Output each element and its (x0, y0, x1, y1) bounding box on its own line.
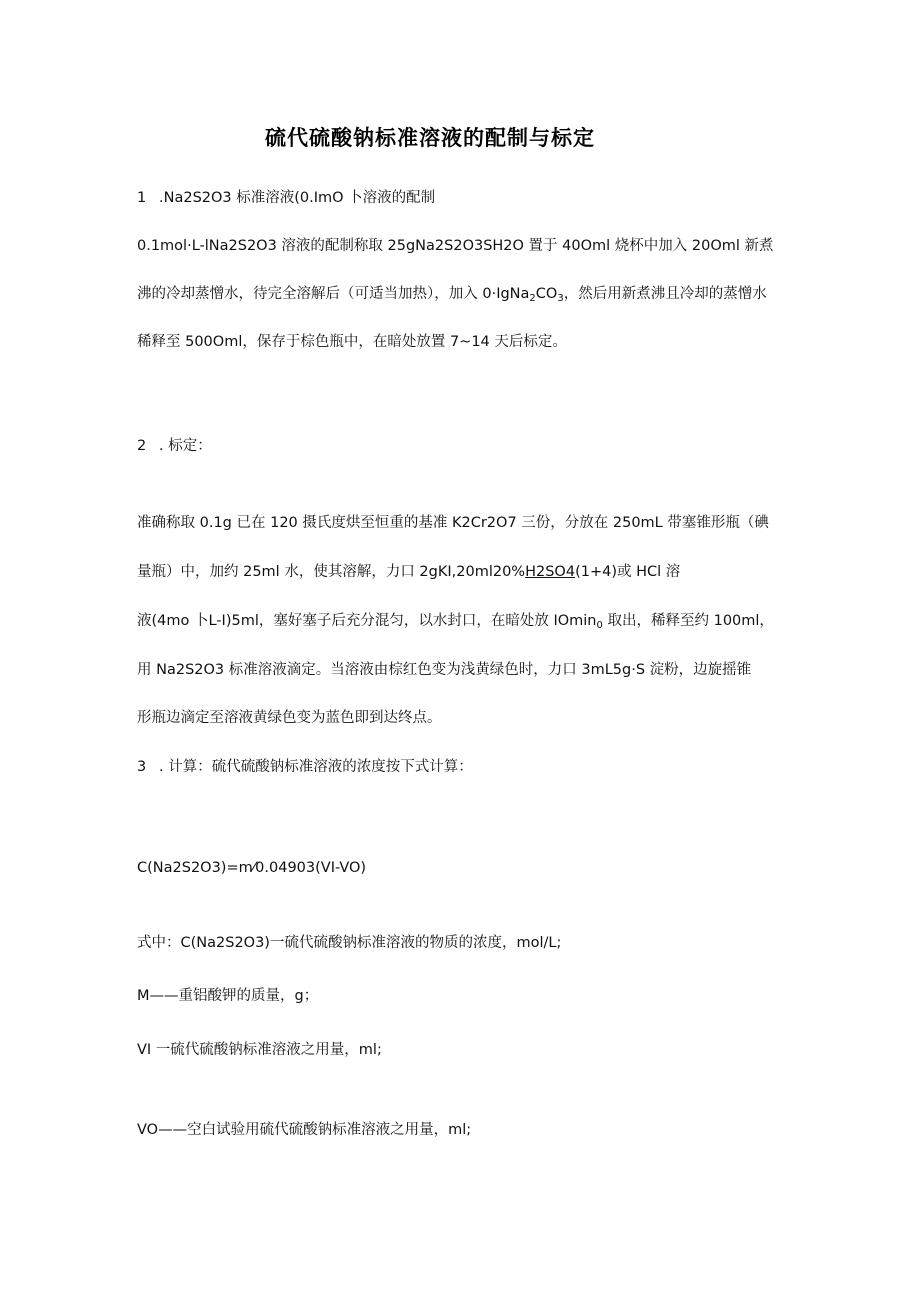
section1-line2 (137, 284, 767, 304)
definition-v1: VI 一硫代硫酸钠标准溶液之用量，ml; (137, 1042, 382, 1058)
section1-line3: 稀释至 500Oml，保存于棕色瓶中，在暗处放置 7~14 天后标定。 (137, 334, 567, 350)
section1-number: 1 (137, 190, 147, 206)
section1-line2-subscript-2: 3 (557, 293, 564, 304)
definition-m: M——重铝酸钾的质量，g； (137, 988, 319, 1004)
section1-heading (137, 188, 435, 208)
section3-heading-text: . 计算：硫代硫酸钠标准溶液的浓度按下式计算： (159, 759, 473, 775)
section2-line2-underlined: H2SO4 (525, 564, 576, 580)
section2-line4: 用 Na2S2O3 标准溶液滴定。当溶液由棕红色变为浅黄绿色时，力口 3mL5g·S 淀粉，边旋摇锥 (137, 662, 752, 678)
section2-line3-subscript: 0 (596, 620, 603, 631)
section2-line2-part-a: 量瓶）中，加约 25ml 水，使其溶解，力口 2gKI,20ml20% (137, 564, 526, 580)
section1-heading-text: .Na2S2O3 标准溶液(0.ImO 卜溶液的配制 (159, 190, 436, 206)
section1-line2-part-a: 沸的冷却蒸憎水，待完全溶解后（可适当加热），加入 0·IgNa (137, 286, 530, 302)
section2-line3 (137, 611, 774, 631)
section1-line2-subscript-1: 2 (529, 293, 536, 304)
section2-number: 2 (137, 438, 147, 454)
document-title: 硫代硫酸钠标准溶液的配制与标定 (265, 126, 595, 150)
section3-heading (137, 757, 473, 777)
section2-heading (137, 436, 212, 456)
formula: C(Na2S2O3)=m⁄0.04903(VI-VO) (137, 860, 367, 876)
section2-heading-text: . 标定： (159, 438, 212, 454)
section1-line2-part-b: CO (535, 286, 558, 302)
section2-line2 (137, 562, 680, 582)
definition-c: 式中：C(Na2S2O3)一硫代硫酸钠标准溶液的物质的浓度，mol/L; (137, 935, 562, 951)
section2-line2-part-b: (1+4)或 HCl 溶 (575, 564, 681, 580)
section2-line1: 准确称取 0.1g 已在 120 摄氏度烘至恒重的基准 K2Cr2O7 三份，分放在 250mL 带塞锥形瓶（碘 (137, 515, 769, 531)
section1-line1: 0.1mol·L-lNa2S2O3 溶液的配制称取 25gNa2S2O3SH2O 置于 40Oml 烧杯中加入 20Oml 新煮 (137, 238, 774, 254)
section2-line3-part-a: 液(4mo 卜L-I)5ml，塞好塞子后充分混匀，以水封口，在暗处放 IOmin (137, 613, 597, 629)
definition-v0: VO——空白试验用硫代硫酸钠标准溶液之用量，ml; (137, 1122, 472, 1138)
section2-line5: 形瓶边滴定至溶液黄绿色变为蓝色即到达终点。 (137, 710, 442, 726)
section1-line2-part-c: ，然后用新煮沸且冷却的蒸憎水 (563, 286, 767, 302)
section2-line3-part-b: 取出，稀释至约 100ml， (602, 613, 774, 629)
section3-number: 3 (137, 759, 147, 775)
